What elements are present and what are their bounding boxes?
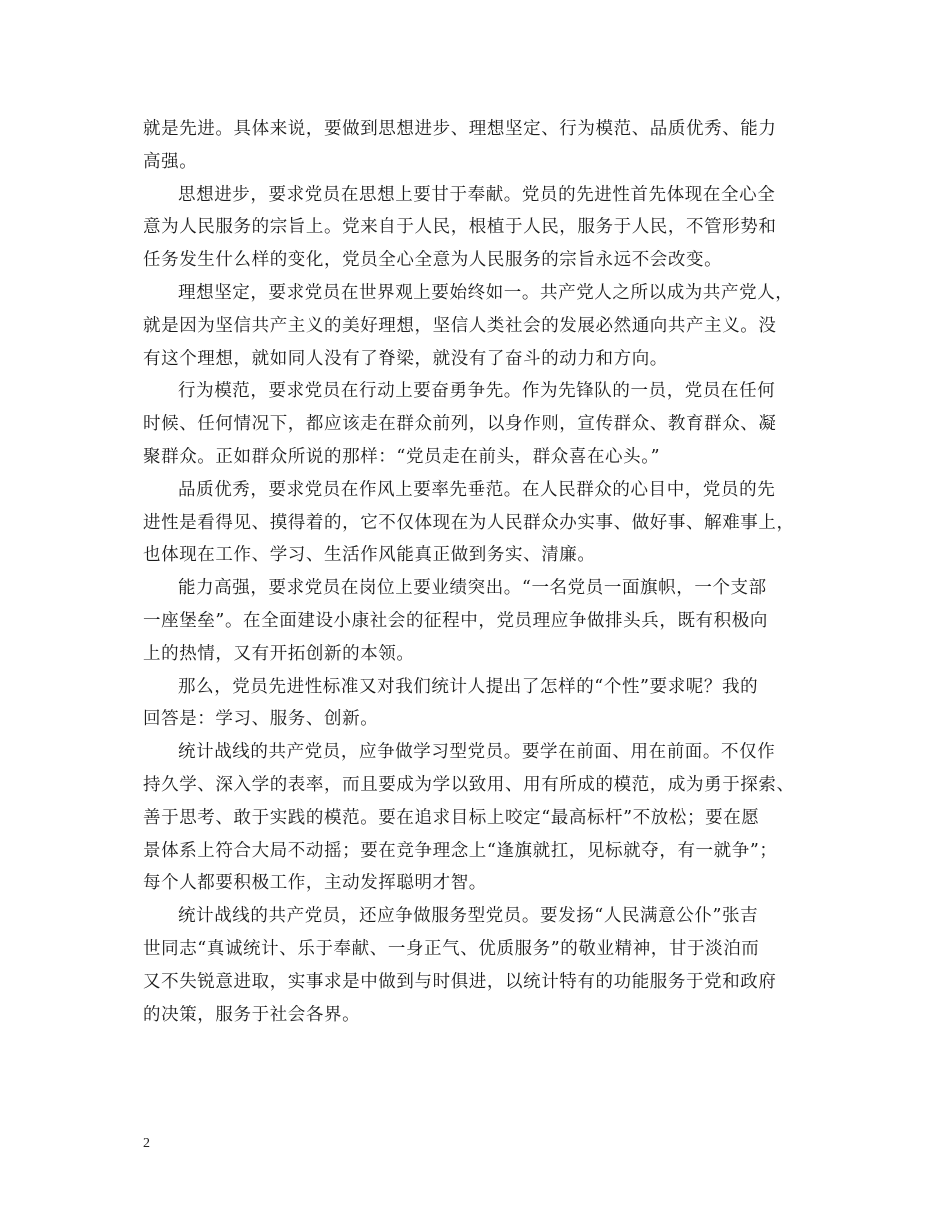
text-line: 也体现在工作、学习、生活作风能真正做到务实、清廉。 [143, 545, 596, 566]
text-line: 世同志“真诚统计、乐于奉献、一身正气、优质服务”的敬业精神，甘于淡泊而 [143, 938, 760, 959]
text-line: 时候、任何情况下，都应该走在群众前列，以身作则，宣传群众、教育群众、凝 [143, 414, 777, 435]
text-line: 景体系上符合大局不动摇；要在竞争理念上“逢旗就扛，见标就夺，有一就争”； [143, 840, 778, 861]
page-number: 2 [143, 1136, 150, 1151]
text-line: 就是先进。具体来说，要做到思想进步、理想坚定、行为模范、品质优秀、能力 [143, 119, 777, 139]
text-line: 行为模范，要求党员在行动上要奋勇争先。作为先锋队的一员，党员在任何 [178, 381, 776, 402]
text-line: 高强。 [143, 151, 198, 172]
text-line: 意为人民服务的宗旨上。党来自于人民，根植于人民，服务于人民，不管形势和 [143, 217, 777, 238]
text-line: 持久学、深入学的表率，而且要成为学以致用、用有所成的模范，成为勇于探索、 [143, 774, 795, 795]
text-line: 品质优秀，要求党员在作风上要率先垂范。在人民群众的心目中，党员的先 [178, 479, 776, 500]
body-text [143, 113, 811, 1031]
text-line: 善于思考、敢于实践的模范。要在追求目标上咬定“最高标杆”不放松；要在愿 [143, 807, 760, 828]
text-line: 进性是看得见、摸得着的，它不仅体现在为人民群众办实事、做好事、解难事上， [143, 512, 795, 533]
text-line: 能力高强，要求党员在岗位上要业绩突出。“一名党员一面旗帜，一个支部 [178, 578, 767, 599]
text-line: 一座堡垒”。在全面建设小康社会的征程中，党员理应争做排头兵，既有积极向 [143, 610, 768, 631]
text-line: 统计战线的共产党员，应争做学习型党员。要学在前面、用在前面。不仅作 [178, 742, 776, 763]
text-line: 就是因为坚信共产主义的美好理想，坚信人类社会的发展必然通向共产主义。没 [143, 315, 777, 336]
text-line: 上的热情，又有开拓创新的本领。 [143, 643, 415, 664]
text-line: 任务发生什么样的变化，党员全心全意为人民服务的宗旨永远不会改变。 [143, 250, 723, 271]
text-line: 的决策，服务于社会各界。 [143, 1004, 361, 1025]
text-line: 理想坚定，要求党员在世界观上要始终如一。共产党人之所以成为共产党人， [178, 282, 794, 303]
text-line: 思想进步，要求党员在思想上要甘于奉献。党员的先进性首先体现在全心全 [178, 184, 776, 205]
text-line: 有这个理想，就如同人没有了脊梁，就没有了奋斗的动力和方向。 [143, 348, 668, 369]
text-line: 每个人都要积极工作，主动发挥聪明才智。 [143, 873, 487, 894]
text-line: 回答是：学习、服务、创新。 [143, 709, 379, 730]
text-line: 统计战线的共产党员，还应争做服务型党员。要发扬“人民满意公仆”张吉 [178, 906, 759, 927]
text-line: 那么，党员先进性标准又对我们统计人提出了怎样的“个性”要求呢？我的 [178, 676, 759, 697]
text-line: 又不失锐意进取，实事求是中做到与时俱进，以统计特有的功能服务于党和政府 [143, 971, 777, 992]
text-line: 聚群众。正如群众所说的那样：“党员走在前头，群众喜在心头。” [143, 446, 661, 467]
